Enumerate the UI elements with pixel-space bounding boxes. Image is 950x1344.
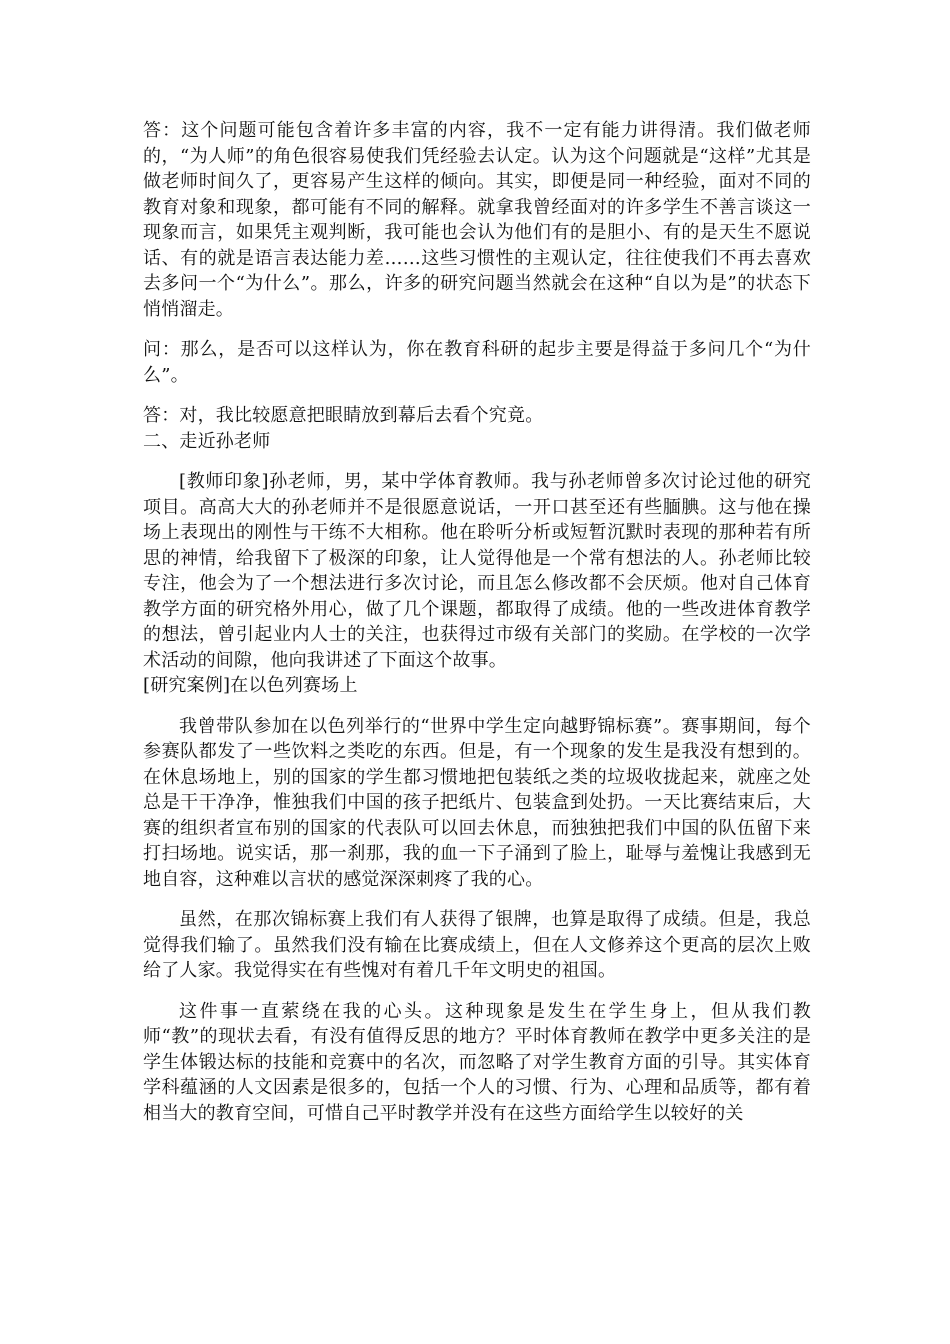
answer-paragraph-1: 答：这个问题可能包含着许多丰富的内容，我不一定有能力讲得清。我们做老师的，“为人师”的角色很容易使我们凭经验去认定。认为这个问题就是“这样”尤其是做老师时间久了，更容易产生这样的倾向。其实，即便是同一种经验，面对不同的教育对象和现象，都可能有不同的解释。就拿我曾经面对的许多学生不善言谈这一现象而言，如果凭主观判断，我可能也会认为他们有的是胆小、有的是天生不愿说话、有的就是语言表达能力差……这些习惯性的主观认定，往往使我们不再去喜欢去多问一个“为什么”。那么，许多的研究问题当然就会在这种“自以为是”的状态下悄悄溜走。 xyxy=(143,120,811,320)
answer-paragraph-2: 答：对，我比较愿意把眼睛放到幕后去看个究竟。 xyxy=(143,405,544,426)
document-page xyxy=(143,118,811,1126)
case-paragraph-2: 虽然，在那次锦标赛上我们有人获得了银牌，也算是取得了成绩。但是，我总觉得我们输了。虽然我们没有输在比赛成绩上，但在人文修养这个更高的层次上败给了人家。我觉得实在有些愧对有着几千年文明史的祖国。 xyxy=(143,909,811,981)
section-heading: 二、走近孙老师 xyxy=(143,430,271,452)
case-paragraph-3: 这件事一直萦绕在我的心头。这种现象是发生在学生身上，但从我们教师“教”的现状去看，有没有值得反思的地方？平时体育教师在教学中更多关注的是学生体锻达标的技能和竞赛中的名次，而忽略了对学生教育方面的引导。其实体育学科蕴涵的人文因素是很多的，包括一个人的习惯、行为、心理和品质等，都有着相当大的教育空间，可惜自己平时教学并没有在这些方面给学生以较好的关 xyxy=(143,1000,811,1124)
case-heading: [研究案例]在以色列赛场上 xyxy=(143,675,358,696)
question-paragraph: 问：那么，是否可以这样认为，你在教育科研的起步主要是得益于多问几个“为什么”。 xyxy=(143,339,811,386)
case-paragraph-1: 我曾带队参加在以色列举行的“世界中学生定向越野锦标赛”。赛事期间，每个参赛队都发了一些饮料之类吃的东西。但是，有一个现象的发生是我没有想到的。在休息场地上，别的国家的学生都习惯地把包装纸之类的垃圾收拢起来，就座之处总是干干净净，惟独我们中国的孩子把纸片、包装盒到处扔。一天比赛结束后，大赛的组织者宣布别的国家的代表队可以回去休息，而独独把我们中国的队伍留下来打扫场地。说实话，那一刹那，我的血一下子涌到了脸上，耻辱与羞愧让我感到无地自容，这种难以言状的感觉深深刺疼了我的心。 xyxy=(143,715,811,890)
teacher-impression-paragraph: [教师印象]孙老师，男，某中学体育教师。我与孙老师曾多次讨论过他的研究项目。高高大大的孙老师并不是很愿意说话，一开口甚至还有些腼腆。这与他在操场上表现出的刚性与干练不大相称。他在聆听分析或短暂沉默时表现的那种若有所思的神情，给我留下了极深的印象，让人觉得他是一个常有想法的人。孙老师比较专注，他会为了一个想法进行多次讨论，而且怎么修改都不会厌烦。他对自己体育教学方面的研究格外用心，做了几个课题，都取得了成绩。他的一些改进体育教学的想法，曾引起业内人士的关注，也获得过市级有关部门的奖励。在学校的一次学术活动的间隙，他向我讲述了下面这个故事。 xyxy=(143,471,811,671)
